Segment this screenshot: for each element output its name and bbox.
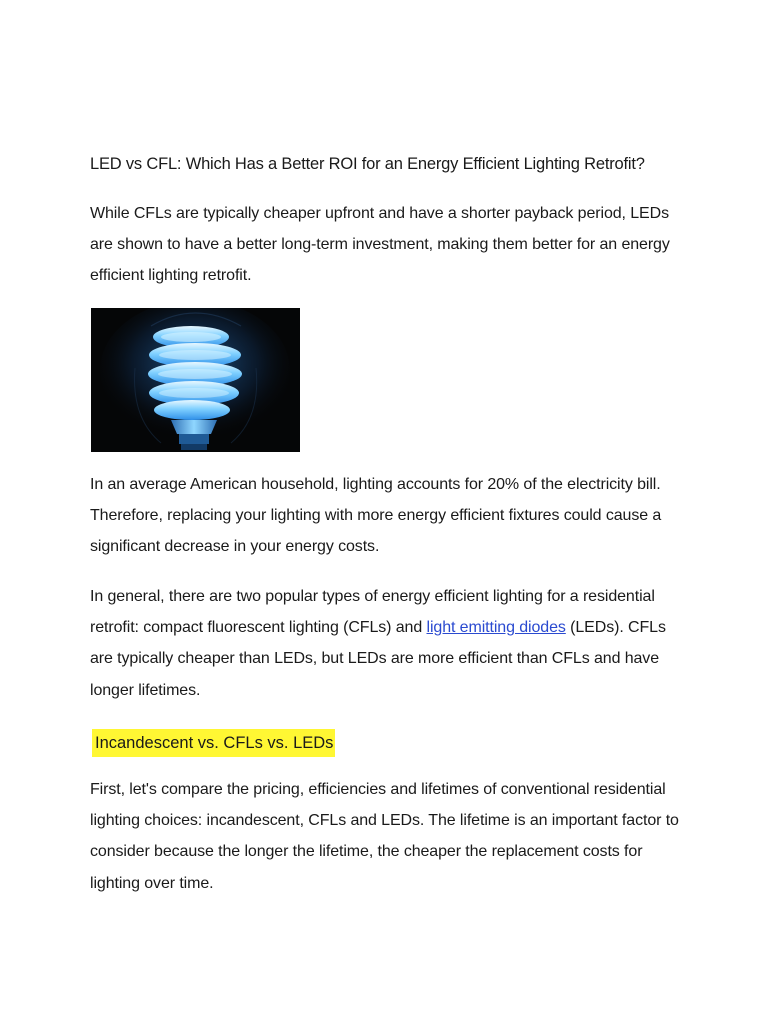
intro-paragraph: While CFLs are typically cheaper upfront and have a shorter payback period, LEDs are shown to have a better long-term investment, making them better for an energy efficient lighting retrofit. <box>90 205 670 285</box>
compare-paragraph: First, let's compare the pricing, efficiencies and lifetimes of conventional residential lighting choices: incandescent, CFLs and LEDs. The lifetime is an important factor to consider because the longer the lifetime, the cheaper the replacement costs for lighting over time. <box>90 781 679 892</box>
document-title: LED vs CFL: Which Has a Better ROI for an Energy Efficient Lighting Retrofit? <box>90 155 645 173</box>
general-paragraph <box>90 581 688 706</box>
household-paragraph: In an average American household, lighting accounts for 20% of the electricity bill. Therefore, replacing your lighting with more energy efficient fixtures could cause a significant decrease in your energy costs. <box>90 476 662 556</box>
cfl-spiral-bulb-icon <box>91 308 300 452</box>
general-paragraph-text-after: (LEDs). CFLs are typically cheaper than LEDs, but LEDs are more efficient than CFLs and have longer lifetimes. <box>90 619 666 699</box>
general-paragraph-text-before: In general, there are two popular types of energy efficient lighting for a residential retrofit: compact fluorescent lighting (CFLs) and <box>90 588 655 637</box>
section-heading: Incandescent vs. CFLs vs. LEDs <box>92 729 335 757</box>
cfl-bulb-image <box>91 308 300 452</box>
light-emitting-diodes-link[interactable]: light emitting diodes <box>426 619 566 637</box>
